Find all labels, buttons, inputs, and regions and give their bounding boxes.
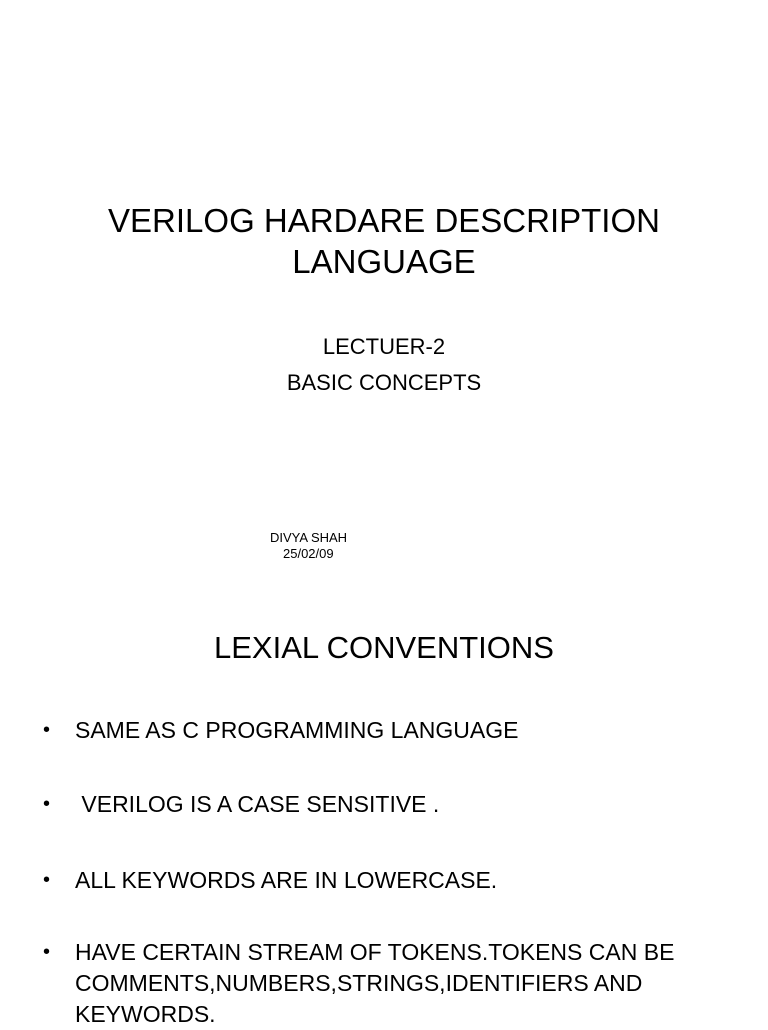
bullet-icon: • bbox=[43, 869, 51, 891]
bullet-icon: • bbox=[43, 719, 51, 741]
bullet-icon: • bbox=[43, 793, 51, 815]
bullet-text: SAME AS C PROGRAMMING LANGUAGE bbox=[75, 717, 519, 743]
slide-title: VERILOG HARDARE DESCRIPTION LANGUAGE bbox=[108, 202, 660, 280]
content-slide bbox=[0, 600, 768, 1027]
lecture-topic: BASIC CONCEPTS bbox=[286, 370, 482, 395]
bullet-text: ALL KEYWORDS ARE IN LOWERCASE. bbox=[75, 867, 498, 893]
author-name: DIVYA SHAH bbox=[270, 530, 348, 545]
bullet-icon: • bbox=[43, 941, 51, 963]
slide-heading: LEXIAL CONVENTIONS bbox=[214, 630, 554, 665]
presentation-date: 25/02/09 bbox=[283, 546, 334, 561]
lecture-number: LECTUER-2 bbox=[322, 334, 446, 359]
bullet-text: HAVE CERTAIN STREAM OF TOKENS.TOKENS CAN BE COMMENTS,NUMBERS,STRINGS,IDENTIFIERS AND KEYWORDS. bbox=[75, 939, 675, 1027]
bullet-text: VERILOG IS A CASE SENSITIVE . bbox=[75, 791, 440, 817]
